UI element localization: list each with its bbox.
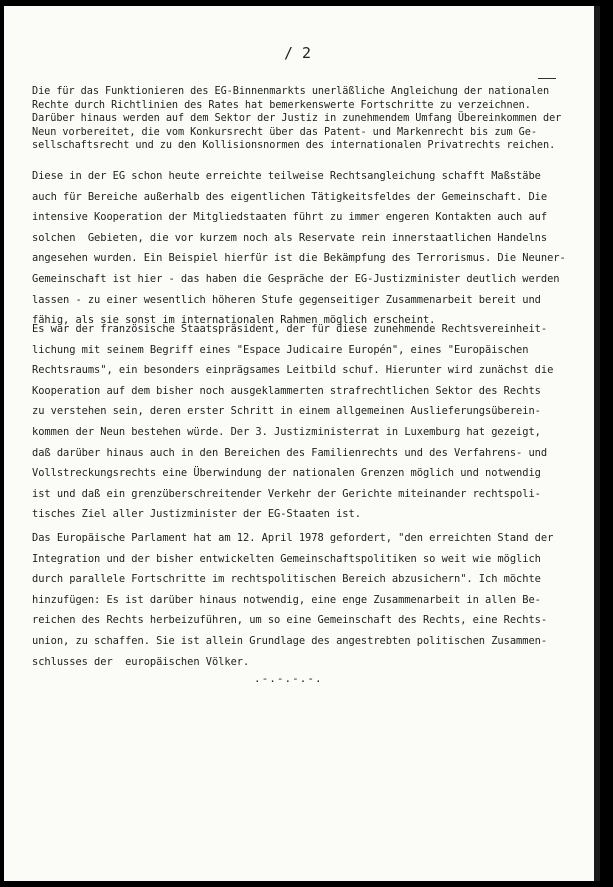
scan-edge [594,6,600,881]
document-page [4,6,600,881]
paragraph-3: Es war der französische Staatspräsident, der für diese zunehmende Rechtsvereinheit- lichung mit seinem Begriff eines "Espace Judicaire Europén", eines "Europäischen Rechtsraums", ein besonders einprägsames Leitbild schuf. Hierunter wird zunächst die Kooperation auf dem bisher noch ausgeklammerten strafrechtlichen Sektor des Rechts zu verstehen sein, deren erster Schritt in einem allgemeinen Auslieferungsüberein- kommen der Neun bestehen würde. Der 3. Justizministerrat in Luxemburg hat gezeigt, daß darüber hinaus auch in den Bereichen des Familienrechts und des Verfahrens- und Vollstreckungsrechts eine Überwindung der nationalen Grenzen möglich und notwendig ist und daß ein grenzüberschreitender Verkehr der Gerichte miteinander rechtspoli- tisches Ziel aller Justizminister der EG-Staaten ist. [32,323,554,521]
margin-mark [538,78,556,79]
paragraph-4: Das Europäische Parlament hat am 12. April 1978 gefordert, "den erreichten Stand der Integration und der bisher entwickelten Gemeinschaftspolitiken so weit wie möglich durch parallele Fortschritte im rechtspolitischen Bereich abzusichern". Ich möchte hinzufügen: Es ist darüber hinaus notwendig, eine enge Zusammenarbeit in allen Be- reichen des Rechts herbeizuführen, um so eine Gemeinschaft des Rechts, eine Rechts- union, zu schaffen. Sie ist allein Grundlage des angestrebten politischen Zusammen- schlusses der europäischen Völker. [32,532,554,668]
paragraph-1: Die für das Funktionieren des EG-Binnenmarkts unerläßliche Angleichung der nationalen Rechte durch Richtlinien des Rates hat bemerkenswerte Fortschritte zu verzeichnen. Darüber hinaus werden auf dem Sektor der Justiz in zunehmendem Umfang Übereinkommen der Neun vorbereitet, die vom Konkursrecht über das Patent- und Markenrecht bis zum Ge- sellschaftsrecht und zu den Kollisionsnormen des internationalen Privatrechts reichen. [32,86,562,151]
ending-mark: .-.-.-.-. [254,672,323,685]
paragraph-2: Diese in der EG schon heute erreichte teilweise Rechtsangleichung schafft Maßstäbe auch für Bereiche außerhalb des eigentlichen Tätigkeitsfeldes der Gemeinschaft. Die intensive Kooperation der Mitgliedstaaten führt zu immer engeren Kontakten auch auf solchen Gebieten, die vor kurzem noch als Reservate rein innerstaatlichen Handelns angesehen wurden. Ein Beispiel hierfür ist die Bekämpfung des Terrorismus. Die Neuner- Gemeinschaft ist hier - das haben die Gespräche der EG-Justizminister deutlich werden lassen - zu einer wesentlich höheren Stufe gegenseitiger Zusammenarbeit bereit und fähig, als sie sonst im internationalen Rahmen möglich erscheint. [32,170,566,327]
page-number: / 2 [284,44,312,62]
